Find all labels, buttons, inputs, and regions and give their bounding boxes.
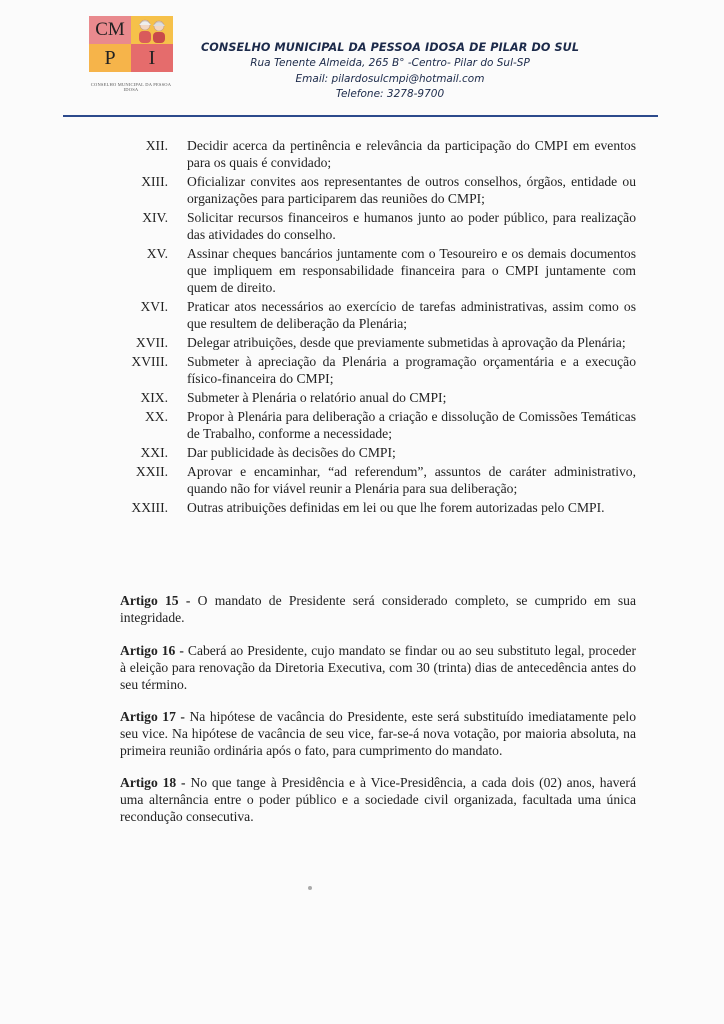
item-text: Dar publicidade às decisões do CMPI; [187, 445, 396, 460]
item-number: XIV. [142, 210, 168, 225]
scan-speck [308, 886, 312, 890]
phone: Telefone: 3278-9700 [335, 88, 445, 100]
article-label: Artigo 15 - [120, 593, 191, 608]
item-number: XXI. [140, 445, 168, 460]
list-item [110, 137, 636, 171]
list-item [110, 353, 636, 387]
item-number: XX. [144, 409, 168, 424]
header-divider [63, 115, 658, 117]
item-number: XXIII. [131, 500, 168, 515]
address: Rua Tenente Almeida, 265 B° -Centro- Pilar do Sul-SP [250, 57, 530, 69]
elderly-couple-icon [131, 16, 173, 44]
item-number: XXII. [135, 464, 168, 479]
item-text: Propor à Plenária para deliberação a criação e dissolução de Comissões Temáticas de Trabalho, conforme a necessidade; [187, 409, 636, 441]
item-text: Oficializar convites aos representantes de outros conselhos, órgãos, entidade ou organizações para participarem das reuniões do CMPI; [187, 174, 636, 206]
organization-title: CONSELHO MUNICIPAL DA PESSOA IDOSA DE PILAR DO SUL [200, 41, 580, 54]
list-item [110, 298, 636, 332]
list-item [110, 408, 636, 442]
cmpi-logo [89, 16, 173, 92]
article-label: Artigo 17 - [120, 709, 185, 724]
item-text: Solicitar recursos financeiros e humanos junto ao poder público, para realização das atividades do conselho. [187, 210, 636, 242]
letterhead [200, 40, 580, 103]
logo-i: I [131, 44, 173, 72]
list-item [110, 463, 636, 497]
article-18 [120, 774, 636, 825]
item-number: XVII. [135, 335, 168, 350]
logo-caption: CONSELHO MUNICIPAL DA PESSOA IDOSA [90, 82, 172, 92]
article-15 [120, 592, 636, 626]
item-number: XIX. [140, 390, 168, 405]
email: Email: pilardosulcmpi@hotmail.com [295, 72, 485, 85]
item-text: Assinar cheques bancários juntamente com o Tesoureiro e os demais documentos que impliquem em responsabilidade financeira para o CMPI juntamente com quem de direito. [187, 246, 636, 295]
article-text: O mandato de Presidente será considerado completo, se cumprido em sua integridade. [120, 593, 636, 625]
list-item [110, 444, 636, 461]
article-text: Na hipótese de vacância do Presidente, este será substituído imediatamente pelo seu vice. Na hipótese de vacância de seu vice, far-se-á nova votação, por maioria absoluta, na primeira reunião ordinária após o fato, para cumprimento do mandato. [120, 709, 636, 758]
list-item [110, 499, 636, 516]
list-item [110, 334, 636, 351]
item-text: Decidir acerca da pertinência e relevância da participação do CMPI em eventos para os quais é convidado; [187, 138, 636, 170]
article-label: Artigo 18 - [120, 775, 186, 790]
list-item [110, 209, 636, 243]
item-text: Aprovar e encaminhar, “ad referendum”, assuntos de caráter administrativo, quando não for viável reunir a Plenária para sua deliberação; [187, 464, 636, 496]
item-text: Praticar atos necessários ao exercício de tarefas administrativas, assim como os que resultem de deliberação da Plenária; [187, 299, 636, 331]
item-number: XII. [145, 138, 168, 153]
item-number: XIII. [141, 174, 168, 189]
item-number: XV. [146, 246, 168, 261]
item-text: Submeter à apreciação da Plenária a programação orçamentária e a execução físico-financeira do CMPI; [187, 354, 636, 386]
item-text: Outras atribuições definidas em lei ou que lhe forem autorizadas pelo CMPI. [187, 500, 605, 515]
article-text: No que tange à Presidência e à Vice-Presidência, a cada dois (02) anos, haverá uma alternância entre o poder público e a sociedade civil organizada, facultada uma única recondução consecutiva. [120, 775, 636, 824]
list-item [110, 173, 636, 207]
logo-p: P [89, 44, 131, 72]
item-number: XVI. [140, 299, 168, 314]
article-17 [120, 708, 636, 759]
item-text: Submeter à Plenária o relatório anual do CMPI; [187, 390, 447, 405]
logo-cm: CM [89, 16, 131, 44]
article-text: Caberá ao Presidente, cujo mandato se findar ou ao seu substituto legal, proceder à eleição para renovação da Diretoria Executiva, com 30 (trinta) dias de antecedência antes do seu término. [120, 643, 636, 692]
list-item [110, 245, 636, 296]
article-16 [120, 642, 636, 693]
item-number: XVIII. [131, 354, 168, 369]
list-item [110, 389, 636, 406]
article-label: Artigo 16 - [120, 643, 184, 658]
attributions-list [110, 137, 636, 518]
item-text: Delegar atribuições, desde que previamente submetidas à aprovação da Plenária; [187, 335, 626, 350]
